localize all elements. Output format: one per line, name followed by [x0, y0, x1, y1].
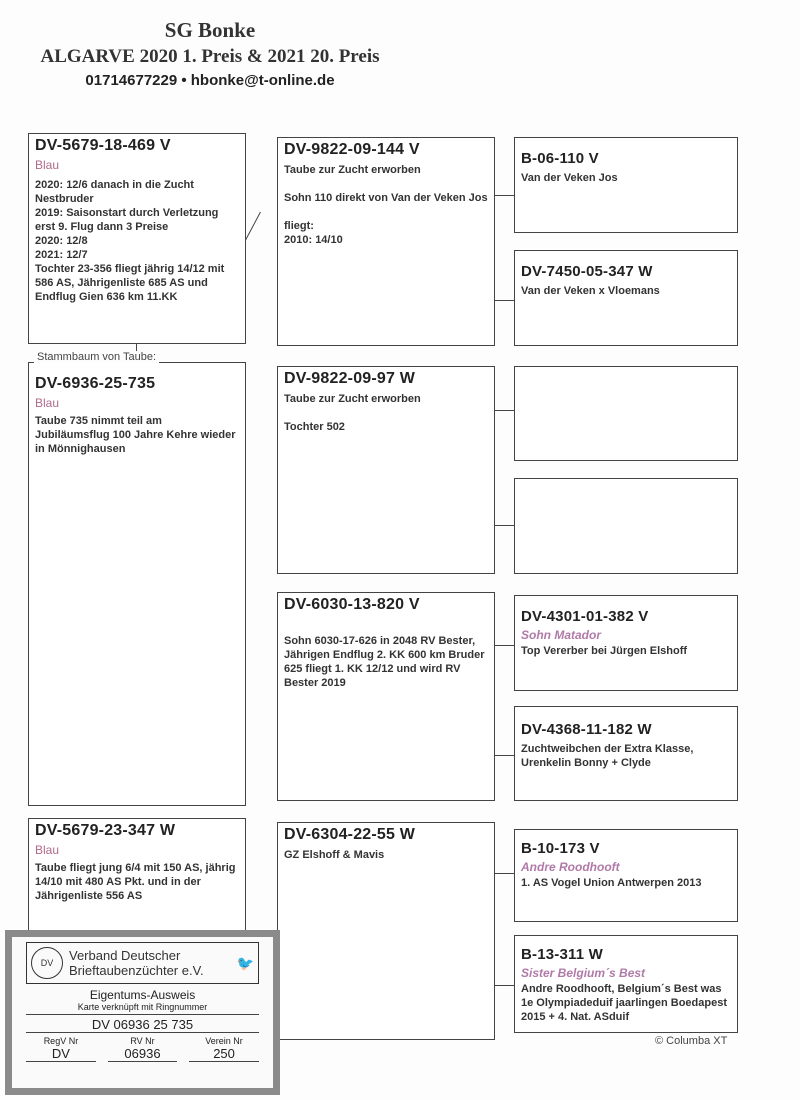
page-title: SG Bonke — [164, 18, 256, 42]
ownership-card — [5, 930, 280, 1095]
subtitle: Sister Belgium´s Best — [521, 966, 646, 980]
card-title: Eigentums-Ausweis — [89, 988, 196, 1002]
note: Taube fliegt jung 6/4 mit 150 AS, jährig 14/10 mit 480 AS Pkt. und in der Jährigenliste 556 AS — [35, 862, 236, 902]
note: Andre Roodhooft, Belgium´s Best was 1e Olympiadeduif jaarlingen Boedapest 2015 + 4. Nat. ASduif — [521, 983, 727, 1023]
connector — [494, 873, 514, 874]
note: Sohn 110 direkt von Van der Veken Jos — [284, 192, 488, 204]
note: Sohn 6030-17-626 in 2048 RV Bester, Jährigen Endflug 2. KK 600 km Bruder 625 fliegt 1. KK 12/12 und wird RV Bester 2019 — [284, 635, 485, 689]
note: 1. AS Vogel Union Antwerpen 2013 — [521, 877, 702, 889]
grandparent-box — [277, 366, 495, 574]
connector — [494, 410, 514, 411]
connector — [494, 985, 514, 986]
ring-number: DV-4301-01-382 V — [521, 608, 649, 625]
note: Nestbruder — [35, 193, 94, 205]
ring-number: B-13-311 W — [521, 946, 604, 963]
note: 2020: 12/6 danach in die Zucht — [35, 179, 194, 191]
ring-number: DV-7450-05-347 W — [521, 263, 653, 280]
field-label: Verein Nr — [205, 1036, 243, 1046]
field-label: RV Nr — [130, 1036, 155, 1046]
org-name: Verband Deutscher — [69, 948, 181, 963]
great-grandparent-box — [514, 829, 738, 922]
note: Van der Veken x Vloemans — [521, 285, 660, 297]
note: Taube zur Zucht erworben — [284, 164, 421, 176]
connector — [494, 645, 514, 646]
note: 2019: Saisonstart durch Verletzung erst 9. Flug dann 3 Preise — [35, 207, 219, 233]
note: Taube zur Zucht erworben — [284, 393, 421, 405]
ring-number: DV-9822-09-97 W — [284, 370, 416, 387]
contact-info: 01714677229 • hbonke@t-online.de — [85, 72, 335, 89]
note: Tochter 502 — [284, 421, 345, 433]
ring-number: DV-9822-09-144 V — [284, 141, 420, 158]
card-subtitle: Karte verknüpft mit Ringnummer — [26, 1002, 259, 1015]
note: Van der Veken Jos — [521, 172, 618, 184]
note: Top Vererber bei Jürgen Elshoff — [521, 645, 688, 657]
copyright: © Columba XT — [655, 1035, 728, 1047]
field-value: DV — [26, 1046, 96, 1062]
color: Blau — [35, 843, 60, 857]
connector — [494, 195, 514, 196]
subject-box — [28, 362, 246, 806]
card-ring-number: DV 06936 25 735 — [26, 1017, 259, 1033]
great-grandparent-box — [514, 595, 738, 691]
field-value: 06936 — [108, 1046, 178, 1062]
connector — [245, 212, 261, 241]
great-grandparent-box — [514, 137, 738, 233]
great-grandparent-box-empty — [514, 366, 738, 461]
page-subtitle: ALGARVE 2020 1. Preis & 2021 20. Preis — [40, 46, 380, 67]
great-grandparent-box-empty — [514, 478, 738, 574]
org-header — [26, 942, 259, 984]
note: 2010: 14/10 — [284, 234, 343, 246]
association-logo: DV — [31, 947, 63, 979]
note: 2021: 12/7 — [35, 249, 88, 261]
grandparent-box — [277, 592, 495, 801]
connector — [494, 525, 514, 526]
note: Tochter 23-356 fliegt jährig 14/12 mit 586 AS, Jährigenliste 685 AS und Endflug Gien 636 km 11.KK — [35, 263, 225, 303]
note: 2020: 12/8 — [35, 235, 88, 247]
ring-number: DV-6936-25-735 — [35, 375, 156, 392]
color: Blau — [35, 158, 60, 172]
grandparent-box — [277, 822, 495, 1040]
stammbaum-label: Stammbaum von Taube: — [34, 351, 159, 363]
great-grandparent-box — [514, 250, 738, 346]
grandparent-box — [277, 137, 495, 346]
note: Zuchtweibchen der Extra Klasse, Urenkelin Bonny + Clyde — [521, 743, 694, 769]
ring-number: DV-5679-18-469 V — [35, 137, 171, 154]
field-value: 250 — [189, 1046, 259, 1062]
field-label: RegV Nr — [43, 1036, 79, 1046]
ring-number: DV-6304-22-55 W — [284, 826, 416, 843]
connector — [494, 755, 514, 756]
note: fliegt: — [284, 220, 314, 232]
ring-number: B-10-173 V — [521, 840, 600, 857]
subtitle: Andre Roodhooft — [521, 860, 620, 874]
ring-number: B-06-110 V — [521, 150, 599, 167]
ring-number: DV-4368-11-182 W — [521, 721, 652, 738]
note: GZ Elshoff & Mavis — [284, 849, 385, 861]
org-name: Brieftaubenzüchter e.V. — [69, 963, 204, 978]
great-grandparent-box — [514, 706, 738, 801]
sire-box — [28, 133, 246, 344]
note: Taube 735 nimmt teil am Jubiläumsflug 100 Jahre Kehre wieder in Mönnighausen — [35, 415, 236, 455]
color: Blau — [35, 396, 60, 410]
ring-number: DV-5679-23-347 W — [35, 822, 176, 839]
connector — [494, 300, 514, 301]
ring-number: DV-6030-13-820 V — [284, 596, 420, 613]
subtitle: Sohn Matador — [521, 628, 601, 642]
great-grandparent-box — [514, 935, 738, 1033]
pigeon-icon: 🐦 — [236, 954, 254, 971]
